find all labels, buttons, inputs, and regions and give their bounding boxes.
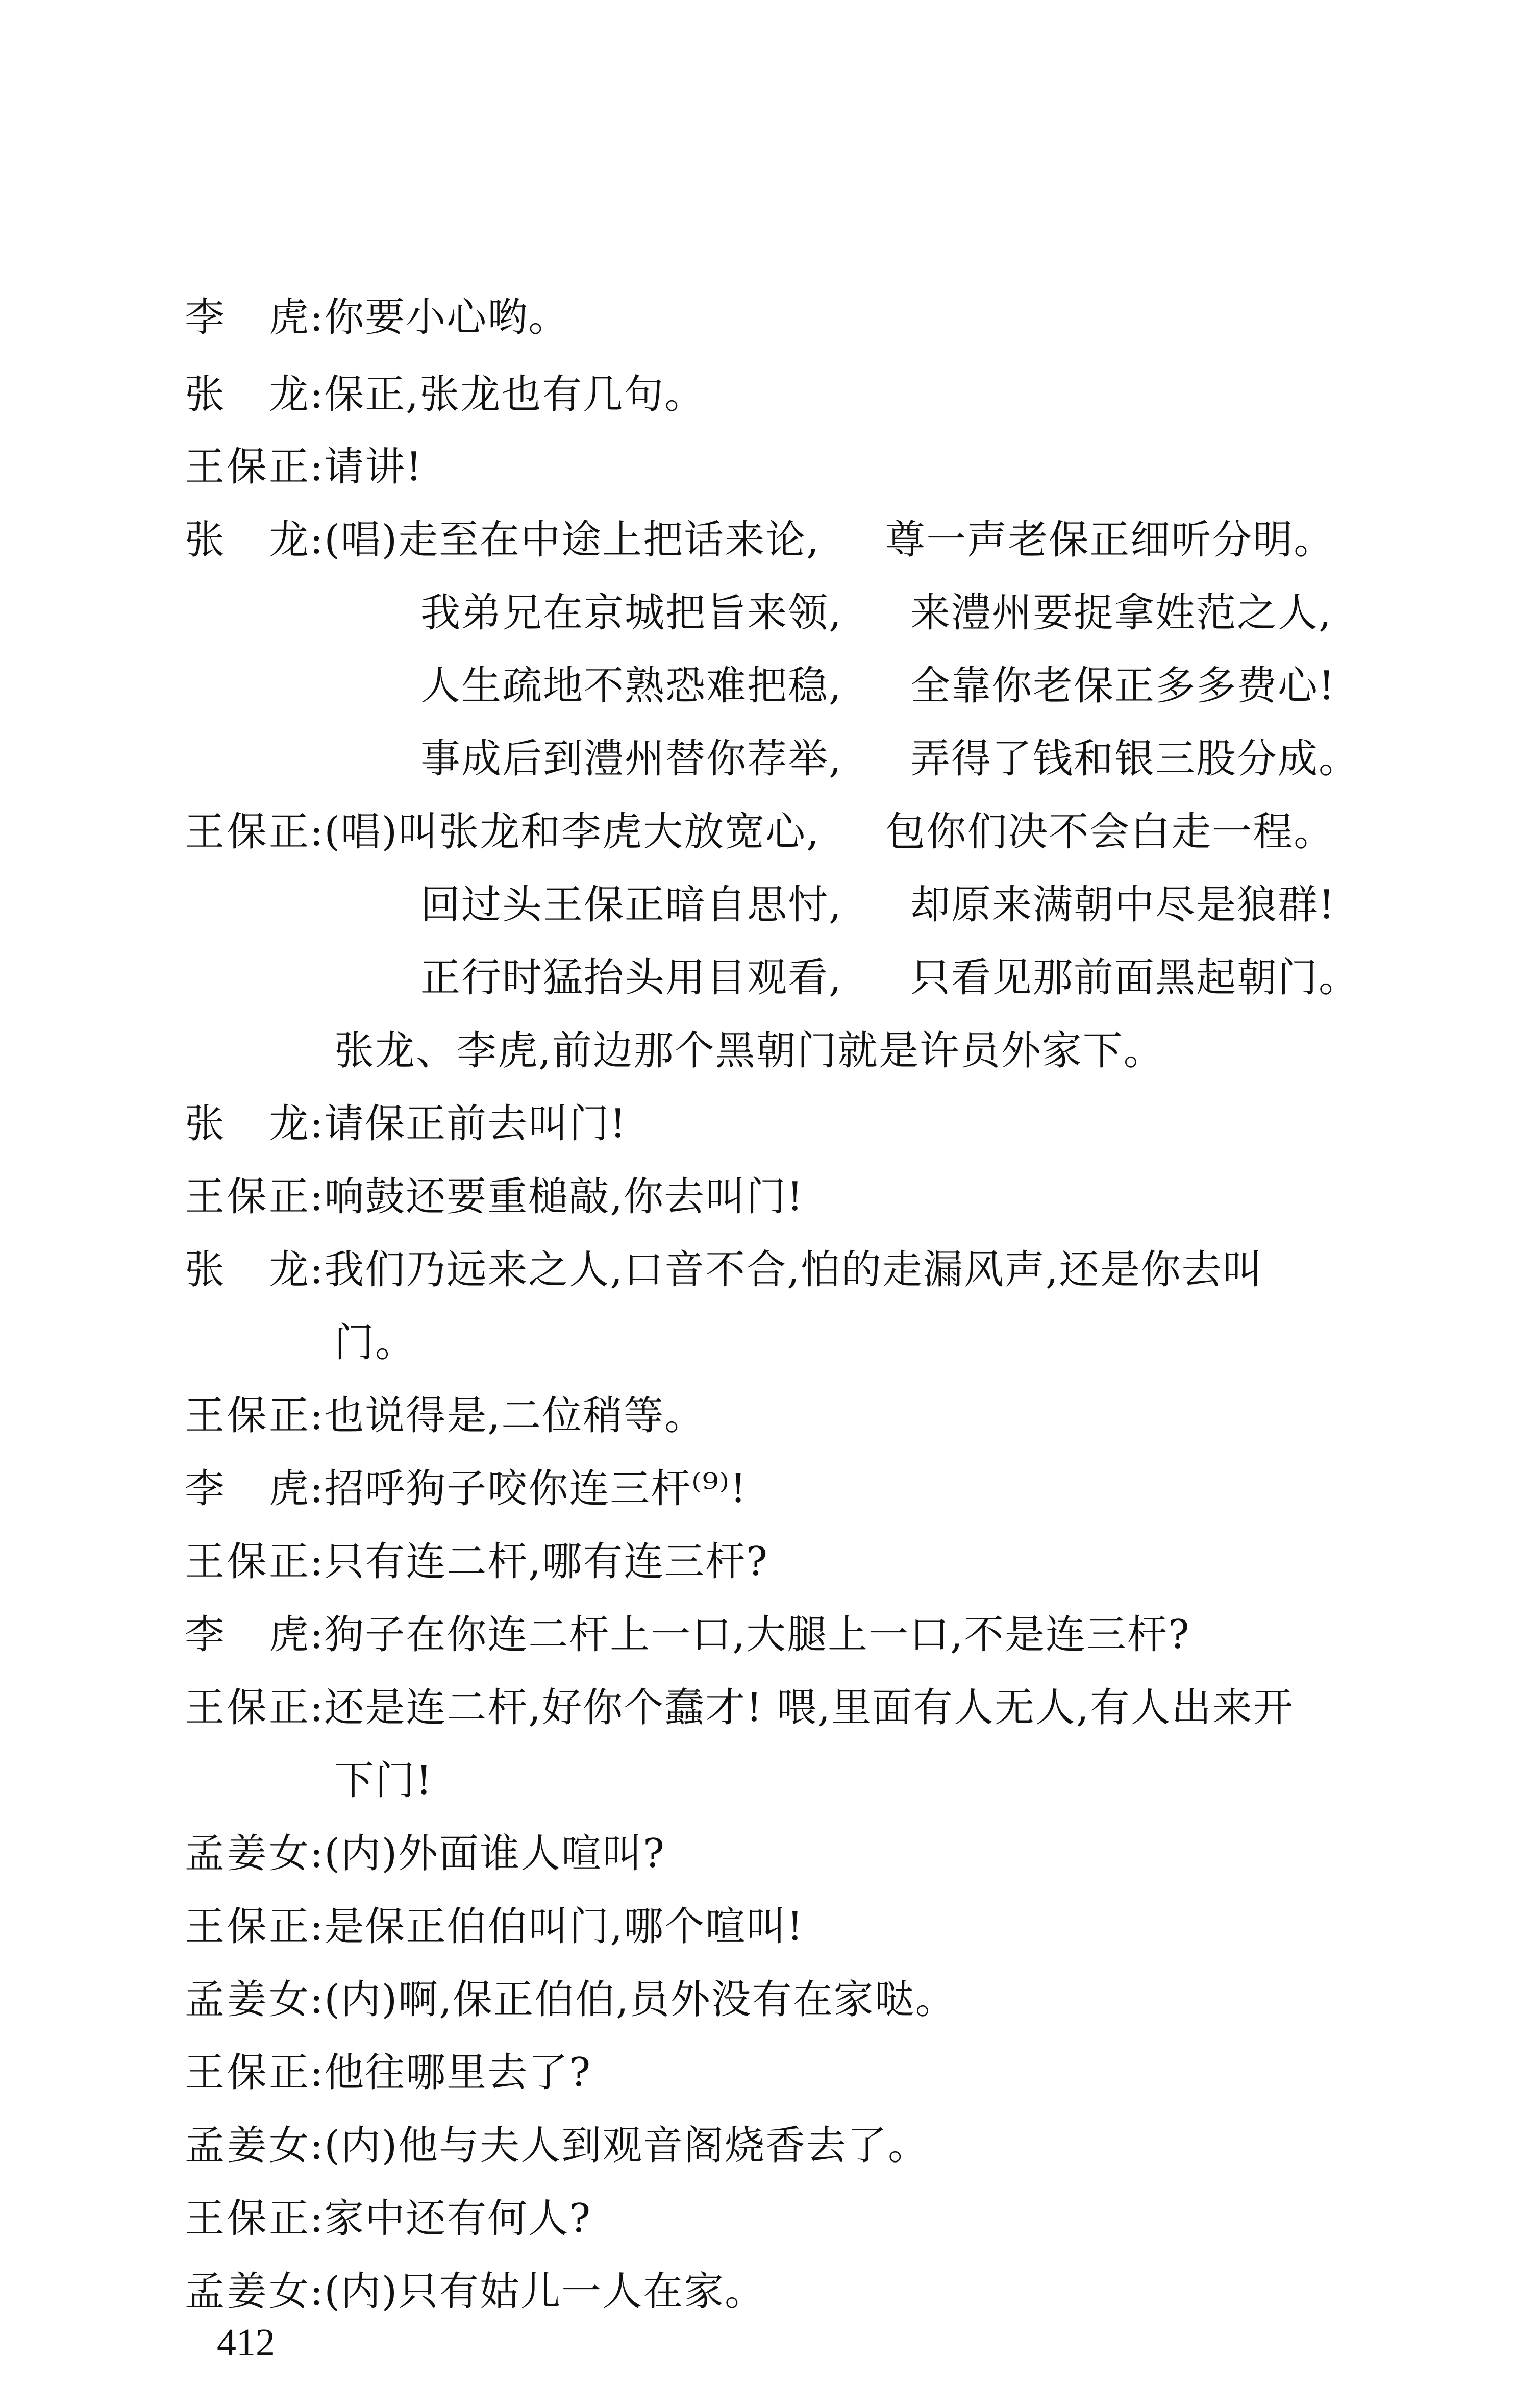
speaker-name: 张 龙 xyxy=(185,1101,310,1147)
dialogue-line xyxy=(185,1828,665,1879)
speaker-name: 王保正 xyxy=(185,809,310,855)
dialogue-text: (内)他与夫人到观音阁烧香去了。 xyxy=(324,2123,929,2169)
verse-line xyxy=(420,660,1335,711)
colon: : xyxy=(310,1101,325,1147)
speaker-name: 孟姜女 xyxy=(185,2269,310,2315)
dialogue-text: 请讲! xyxy=(324,444,423,490)
colon: : xyxy=(310,809,325,855)
dialogue-line xyxy=(185,2266,765,2317)
dialogue-text: 是保正伯伯叫门,哪个喧叫! xyxy=(324,1904,804,1950)
verse-second-half: 来澧州要捉拿姓范之人, xyxy=(910,590,1332,636)
dialogue-line xyxy=(185,1974,956,2025)
dialogue-line xyxy=(185,1682,1294,1733)
speaker-name: 张 龙 xyxy=(185,1247,310,1293)
verse-second-half: 弄得了钱和银三股分成。 xyxy=(910,736,1360,782)
verse-first-half: (唱)走至在中途上把话来论, xyxy=(324,517,820,563)
verse-first-half: 事成后到澧州替你荐举, xyxy=(420,736,842,782)
verse-second-half: 全靠你老保正多多费心! xyxy=(910,663,1336,709)
dialogue-line xyxy=(185,1536,768,1587)
dialogue-line xyxy=(185,1609,1190,1660)
verse-first-half: 我弟兄在京城把旨来领, xyxy=(420,590,842,636)
verse-first-half: (唱)叫张龙和李虎大放宽心, xyxy=(324,809,820,855)
verse-line xyxy=(185,806,1334,857)
colon: : xyxy=(310,1393,325,1439)
speaker-name: 李 虎 xyxy=(185,294,310,340)
speaker-name: 王保正 xyxy=(185,1685,310,1731)
page-number: 412 xyxy=(217,2321,275,2364)
dialogue-text: (内)只有姑儿一人在家。 xyxy=(324,2269,766,2315)
dialogue-line xyxy=(185,1463,747,1514)
speaker-name: 王保正 xyxy=(185,1174,310,1220)
dialogue-text: 他往哪里去了? xyxy=(324,2050,592,2096)
speaker-name: 王保正 xyxy=(185,1539,310,1585)
colon: : xyxy=(310,1831,325,1877)
dialogue-continuation xyxy=(334,1317,416,1368)
speaker-name: 王保正 xyxy=(185,2196,310,2242)
colon: : xyxy=(310,2196,325,2242)
verse-line xyxy=(420,733,1359,784)
dialogue-line xyxy=(185,1901,804,1952)
speaker-name: 孟姜女 xyxy=(185,1831,310,1877)
dialogue-text: 我们乃远来之人,口音不合,怕的走漏风声,还是你去叫 xyxy=(324,1247,1263,1293)
verse-first-half: 回过头王保正暗自思忖, xyxy=(420,882,842,928)
speaker-name: 张 龙 xyxy=(185,372,310,417)
speaker-name: 王保正 xyxy=(185,444,310,490)
speaker-name: 李 虎 xyxy=(185,1466,310,1512)
dialogue-text: 招呼狗子咬你连三杆⁽⁹⁾! xyxy=(324,1466,748,1512)
speaker-name: 张 龙 xyxy=(185,517,310,563)
dialogue-text: 张龙、李虎,前边那个黑朝门就是许员外家下。 xyxy=(334,1028,1164,1074)
verse-line xyxy=(420,952,1359,1003)
dialogue-text: 也说得是,二位稍等。 xyxy=(324,1393,706,1439)
speaker-name: 王保正 xyxy=(185,1904,310,1950)
dialogue-text: 保正,张龙也有几句。 xyxy=(324,372,706,417)
dialogue-line xyxy=(185,1244,1263,1295)
dialogue-text: 下门! xyxy=(334,1758,433,1804)
colon: : xyxy=(310,2050,325,2096)
speaker-name: 王保正 xyxy=(185,1393,310,1439)
colon: : xyxy=(310,1685,325,1731)
colon: : xyxy=(310,372,325,417)
verse-first-half: 人生疏地不熟恐难把稳, xyxy=(420,663,842,709)
dialogue-line xyxy=(185,1390,705,1441)
dialogue-text: (内)外面谁人喧叫? xyxy=(324,1831,665,1877)
dialogue-text: 响鼓还要重槌敲,你去叫门! xyxy=(324,1174,804,1220)
colon: : xyxy=(310,2269,325,2315)
verse-line xyxy=(185,514,1334,566)
dialogue-text: 狗子在你连二杆上一口,大腿上一口,不是连三杆? xyxy=(324,1612,1190,1658)
dialogue-line xyxy=(185,1098,627,1149)
dialogue-text: 请保正前去叫门! xyxy=(324,1101,627,1147)
speaker-name: 李 虎 xyxy=(185,1612,310,1658)
colon: : xyxy=(310,1977,325,2023)
speaker-name: 王保正 xyxy=(185,2050,310,2096)
colon: : xyxy=(310,1904,325,1950)
verse-second-half: 尊一声老保正细听分明。 xyxy=(885,517,1335,563)
colon: : xyxy=(310,1466,325,1512)
dialogue-text: 还是连二杆,好你个蠢才! 喂,里面有人无人,有人出来开 xyxy=(324,1685,1294,1731)
dialogue-continuation xyxy=(334,1755,433,1806)
verse-line xyxy=(420,587,1332,638)
dialogue-line xyxy=(185,2047,591,2098)
dialogue-line xyxy=(185,441,423,493)
verse-line xyxy=(420,879,1335,930)
verse-second-half: 却原来满朝中尽是狼群! xyxy=(910,882,1336,928)
colon: : xyxy=(310,517,325,563)
colon: : xyxy=(310,1612,325,1658)
colon: : xyxy=(310,1539,325,1585)
verse-second-half: 包你们决不会白走一程。 xyxy=(885,809,1335,855)
verse-second-half: 只看见那前面黑起朝门。 xyxy=(910,955,1360,1001)
colon: : xyxy=(310,2123,325,2169)
colon: : xyxy=(310,444,325,490)
speaker-name: 孟姜女 xyxy=(185,1977,310,2023)
dialogue-text: (内)啊,保正伯伯,员外没有在家哒。 xyxy=(324,1977,956,2023)
dialogue-line xyxy=(185,2120,929,2171)
dialogue-text: 你要小心哟。 xyxy=(324,294,569,340)
dialogue-text: 门。 xyxy=(334,1320,416,1366)
dialogue-continuation xyxy=(334,1025,1164,1076)
verse-first-half: 正行时猛抬头用目观看, xyxy=(420,955,842,1001)
colon: : xyxy=(310,294,325,340)
dialogue-line xyxy=(185,1171,804,1222)
colon: : xyxy=(310,1247,325,1293)
dialogue-line xyxy=(185,292,569,343)
dialogue-text: 只有连二杆,哪有连三杆? xyxy=(324,1539,768,1585)
dialogue-line xyxy=(185,369,705,420)
dialogue-line xyxy=(185,2193,591,2244)
dialogue-text: 家中还有何人? xyxy=(324,2196,592,2242)
speaker-name: 孟姜女 xyxy=(185,2123,310,2169)
colon: : xyxy=(310,1174,325,1220)
